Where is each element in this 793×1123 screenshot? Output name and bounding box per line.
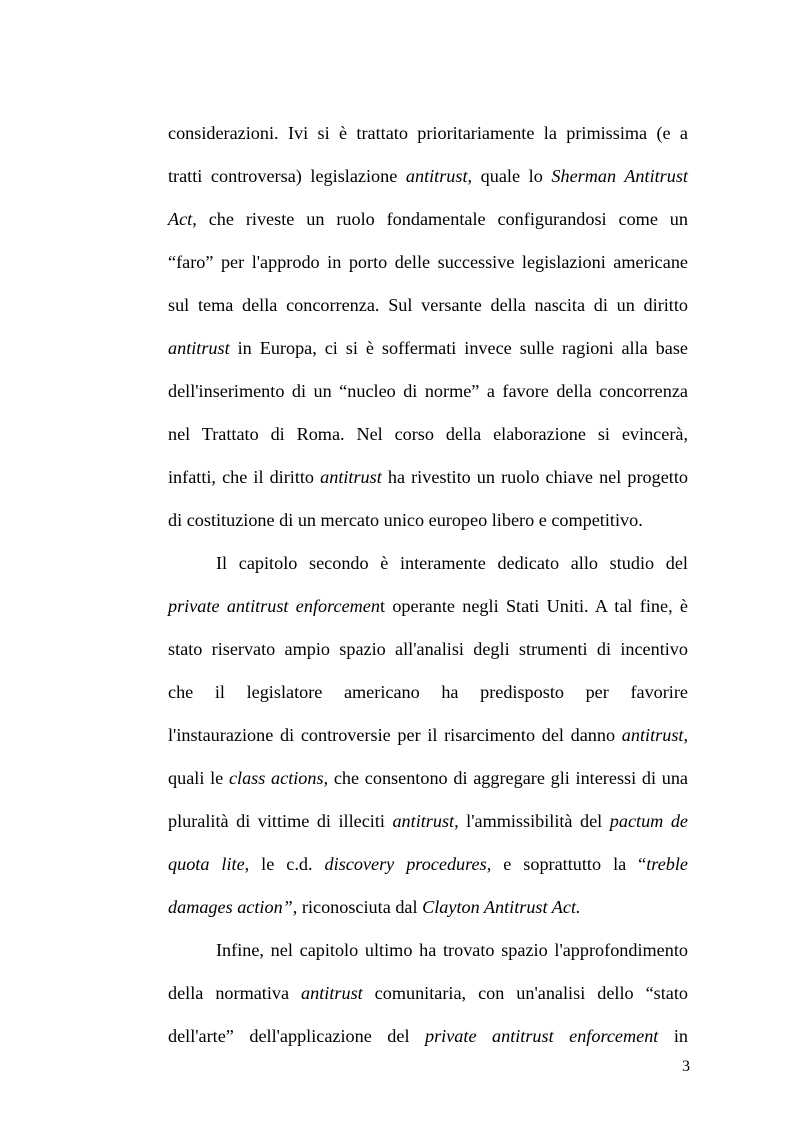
italic-term: discovery procedures (324, 854, 487, 874)
text-line (168, 585, 688, 628)
italic-term: antitrust (301, 983, 363, 1003)
text-run: , le c.d. (244, 854, 325, 874)
text-run: in (658, 1026, 688, 1046)
text-run: quali le (168, 768, 229, 788)
text-run: “faro” per l'approdo in porto delle successive legislazioni americane (168, 252, 688, 272)
italic-term: Clayton Antitrust Act. (422, 897, 581, 917)
text-line (168, 198, 688, 241)
text-run: dell'inserimento di un “nucleo di norme” a favore della concorrenza (168, 381, 688, 401)
text-run: l'ammissibilità del (458, 811, 610, 831)
text-run: considerazioni. Ivi si è trattato prioritariamente la primissima (e a (168, 123, 688, 143)
text-run: stato riservato ampio spazio all'analisi degli strumenti di incentivo (168, 639, 688, 659)
text-line (168, 628, 688, 671)
text-run: l'instaurazione di controversie per il risarcimento del danno (168, 725, 622, 745)
text-run: , che consentono di aggregare gli interessi di una (323, 768, 688, 788)
text-line (168, 671, 688, 714)
text-line (168, 456, 688, 499)
text-line (168, 112, 688, 155)
text-run: di costituzione di un mercato unico europeo libero e competitivo. (168, 510, 643, 530)
text-run: nel Trattato di Roma. Nel corso della elaborazione si evincerà, (168, 424, 688, 444)
text-run: Infine, nel capitolo ultimo ha trovato spazio l'approfondimento (216, 940, 688, 960)
text-line (168, 886, 688, 929)
text-line (168, 843, 688, 886)
text-line (168, 499, 688, 542)
italic-term: antitrust (621, 725, 684, 745)
italic-term: antitrust, (405, 166, 473, 186)
page-number: 3 (682, 1058, 690, 1075)
text-run: dell'arte” dell'applicazione del (168, 1026, 425, 1046)
text-run: in Europa, ci si è soffermati invece sulle ragioni alla base (229, 338, 688, 358)
italic-term: antitrust (168, 338, 230, 358)
text-line (168, 972, 688, 1015)
italic-term: Act (168, 209, 193, 229)
text-line (168, 542, 688, 585)
text-run: comunitaria, con un'analisi dello “stato (362, 983, 688, 1003)
text-line (168, 929, 688, 972)
italic-term: treble (646, 854, 688, 874)
italic-term: damages action” (168, 897, 293, 917)
text-run: , che riveste un ruolo fondamentale configurandosi come un (192, 209, 688, 229)
italic-term: antitrust, (392, 811, 459, 831)
text-run: , (683, 725, 688, 745)
text-run: , e soprattutto la “ (486, 854, 647, 874)
text-line (168, 370, 688, 413)
italic-term: private antitrust enforcemen (168, 596, 380, 616)
text-run: pluralità di vittime di illeciti (168, 811, 393, 831)
text-run: quale lo (472, 166, 552, 186)
text-line (168, 714, 688, 757)
text-run: Il capitolo secondo è interamente dedicato allo studio del (216, 553, 688, 573)
text-line (168, 241, 688, 284)
italic-term: quota lite (168, 854, 245, 874)
text-run: , riconosciuta dal (292, 897, 423, 917)
text-line (168, 155, 688, 198)
italic-term: antitrust (320, 467, 382, 487)
italic-term: class actions (228, 768, 324, 788)
text-run: ha rivestito un ruolo chiave nel progetto (381, 467, 688, 487)
text-line (168, 327, 688, 370)
text-line (168, 757, 688, 800)
text-run: t operante negli Stati Uniti. A tal fine, è (379, 596, 689, 616)
text-line (168, 413, 688, 456)
text-line (168, 1015, 688, 1058)
text-run: tratti controversa) legislazione (168, 166, 406, 186)
text-run: della normativa (168, 983, 302, 1003)
text-line (168, 800, 688, 843)
italic-term: private antitrust enforcement (425, 1026, 659, 1046)
document-body (168, 112, 688, 1058)
italic-term: Sherman Antitrust (551, 166, 688, 186)
text-run: infatti, che il diritto (168, 467, 321, 487)
italic-term: pactum de (609, 811, 688, 831)
text-line (168, 284, 688, 327)
text-run: sul tema della concorrenza. Sul versante della nascita di un diritto (168, 295, 688, 315)
text-run: che il legislatore americano ha predisposto per favorire (168, 682, 688, 702)
